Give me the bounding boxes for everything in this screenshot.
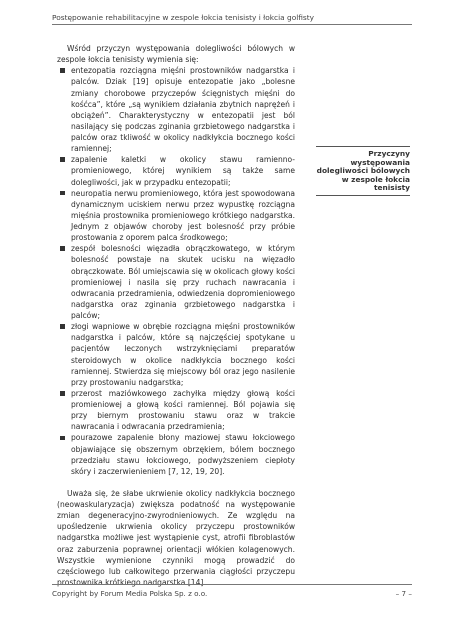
square-bullet-icon [60, 324, 65, 329]
footer-divider [52, 584, 412, 585]
list-item-text: zapalenie kaletki w okolicy stawu ramienno-promieniowego, której wynikiem są także same dolegliwości, jak w przypadku entezopatii; [71, 155, 295, 187]
page-number: – 7 – [395, 589, 412, 598]
square-bullet-icon [60, 436, 65, 441]
list-item [57, 65, 295, 154]
list-item-text: entezopatia rozciągna mięśni prostowników nadgarstka i palców. Dziak [19] opisuje entezopatie jako „bolesne zmiany chorobowe przyczepów ścięgnistych mięśni do kośćca”, które „są wynikiem działania zbytnich naprężeń i obciążeń”. Charakterystyczny w entezopatii jest ból nasilający się podczas zginania grzbietowego nadgarstka i palców oraz tkliwość w okolicy nadkłykcia bocznego kości ramiennej; [71, 66, 295, 154]
margin-note: Przyczyny występowania dolegliwości bólowych w zespole łokcia tenisisty [316, 146, 410, 196]
square-bullet-icon [60, 68, 65, 73]
list-item [57, 188, 295, 244]
list-item-text: pourazowe zapalenie błony maziowej stawu łokciowego objawiające się obszernym obrzękiem, bólem bocznego przedziału stawu łokciowego, podwyższeniem ciepłoty skóry i zaczerwienieniem [7, 12, 19, 20]. [71, 433, 295, 476]
running-header: Postępowanie rehabilitacyjne w zespole łokcia tenisisty i łokcia golfisty [52, 13, 315, 22]
square-bullet-icon [60, 191, 65, 196]
list-item-text: złogi wapniowe w obrębie rozciągna mięśni prostowników nadgarstka i palców, które są najczęściej spotykane u pacjentów leczonych wstrzyknięciami preparatów steroidowych w okolice nadkłykcia bocznego kości ramiennej. Stwierdza się miejscowy ból oraz jego nasilenie przy prostowaniu nadgarstka; [71, 322, 295, 387]
list-item-text: zespół bolesności więzadła obrączkowatego, w którym bolesność powstaje na skutek ucisku na więzadło obrączkowate. Ból umiejscawia się w okolicach głowy kości promieniowej i nasila się przy ruchach nawracania i odwracania przedramienia, odwiedzenia dopromieniowego nadgarstka oraz zginania grzbietowego nadgarstka i palców; [71, 244, 295, 320]
square-bullet-icon [60, 157, 65, 162]
list-item [57, 321, 295, 388]
footer-copyright: Copyright by Forum Media Polska Sp. z o.o. [52, 589, 208, 598]
list-item [57, 432, 295, 477]
header-divider [52, 24, 412, 25]
list-item-text: neuropatia nerwu promieniowego, która jest spowodowana dynamicznym uciskiem nerwu przez wypustkę rozciągna mięśnia prostownika promieniowego krótkiego nadgarstka. Jednym z objawów choroby jest bolesność przy próbie prostowania z oporem palca środkowego; [71, 188, 295, 243]
square-bullet-icon [60, 246, 65, 251]
square-bullet-icon [60, 391, 65, 396]
intro-paragraph: Wśród przyczyn występowania dolegliwości bólowych w zespole łokcia tenisisty wymienia się: [57, 44, 295, 65]
list-item [57, 243, 295, 321]
list-item [57, 154, 295, 187]
main-text-column [57, 43, 295, 588]
list-item-text: przerost maziówkowego zachyłka między głową kości promieniowej a głową kości ramiennej. Ból pojawia się przy biernym prostowaniu stawu oraz w trakcie nawracania i odwracania przedramienia; [71, 388, 295, 432]
closing-paragraph: Uważa się, że słabe ukrwienie okolicy nadkłykcia bocznego (neowaskularyzacja) zwiększa podatność na występowanie zmian degeneracyjno-zwyrodnieniowych. Ze względu na upośledzenie ukrwienia okolicy przyczepu prostowników nadgarstka możliwe jest wystąpienie cyst, atrofii fibroblastów oraz zaburzenia poprawnej orientacji włókien kolagenowych. Wszystkie wymienione czynniki mogą prowadzić do częściowego lub całkowitego przerwania ciągłości przyczepu prostownika krótkiego nadgarstka [14]. [57, 488, 295, 587]
list-item [57, 388, 295, 433]
causes-list [57, 65, 295, 477]
